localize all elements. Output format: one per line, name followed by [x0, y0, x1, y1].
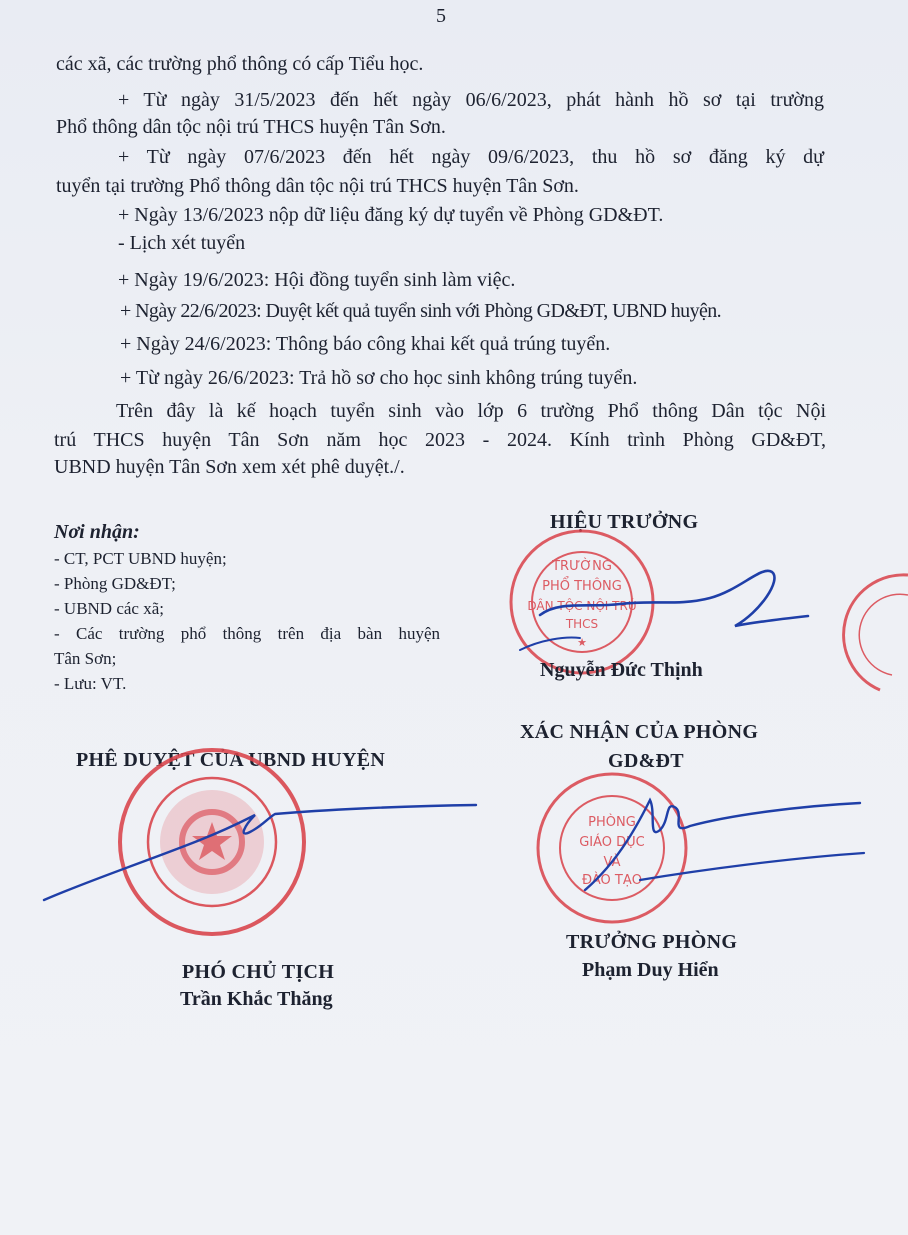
body-line: + Ngày 22/6/2023: Duyệt kết quả tuyển sinh với Phòng GD&ĐT, UBND huyện. [120, 300, 722, 322]
stamp-line: ĐÀO TẠO [582, 873, 642, 888]
stamp-line: PHỔ THÔNG [542, 579, 622, 594]
department-position: TRƯỞNG PHÒNG [566, 931, 738, 953]
district-approval-title: PHÊ DUYỆT CỦA UBND HUYỆN [76, 749, 386, 771]
stamp-line: PHÒNG [588, 815, 636, 830]
district-position: PHÓ CHỦ TỊCH [182, 961, 335, 983]
principal-title: HIỆU TRƯỞNG [550, 511, 699, 533]
body-line: + Từ ngày 07/6/2023 đến hết ngày 09/6/2023, thu hồ sơ đăng ký dự [118, 146, 824, 168]
recipient-item: - Lưu: VT. [54, 674, 127, 693]
stamp-line: THCS [565, 617, 599, 631]
body-line: + Ngày 19/6/2023: Hội đồng tuyển sinh làm việc. [118, 269, 516, 291]
district-stamp [120, 750, 304, 934]
stamp-line: VÀ [603, 855, 621, 870]
body-line: UBND huyện Tân Sơn xem xét phê duyệt./. [54, 456, 405, 478]
stamp-line: DÂN TỘC NỘI TRÚ [527, 599, 637, 613]
body-line: trú THCS huyện Tân Sơn năm học 2023 - 2024. Kính trình Phòng GD&ĐT, [54, 429, 826, 451]
recipient-item: - Phòng GD&ĐT; [54, 574, 176, 593]
stamp-line: GIÁO DỤC [579, 835, 645, 850]
body-line: tuyển tại trường Phổ thông dân tộc nội trú THCS huyện Tân Sơn. [56, 175, 579, 197]
svg-text:★: ★ [577, 637, 587, 649]
body-line: Trên đây là kế hoạch tuyển sinh vào lớp 6 trường Phổ thông Dân tộc Nội [116, 400, 826, 422]
body-line: + Ngày 13/6/2023 nộp dữ liệu đăng ký dự tuyển về Phòng GD&ĐT. [118, 204, 664, 226]
stamp-line: TRƯỜNG [552, 559, 612, 574]
department-stamp [538, 774, 686, 922]
body-line: - Lịch xét tuyển [118, 232, 246, 254]
department-title-line1: XÁC NHẬN CỦA PHÒNG [520, 721, 759, 743]
recipient-item: - CT, PCT UBND huyện; [54, 549, 227, 568]
department-title-line2: GD&ĐT [608, 750, 684, 772]
body-line: Phổ thông dân tộc nội trú THCS huyện Tân Sơn. [56, 116, 446, 138]
body-line: + Từ ngày 26/6/2023: Trả hồ sơ cho học sinh không trúng tuyển. [120, 367, 638, 389]
body-line: + Ngày 24/6/2023: Thông báo công khai kết quả trúng tuyển. [120, 333, 611, 355]
recipient-item: - Các trường phổ thông trên địa bàn huyện [54, 624, 440, 643]
recipients-title: Nơi nhận: [54, 521, 140, 543]
page-number: 5 [436, 5, 446, 27]
principal-name: Nguyễn Đức Thịnh [540, 659, 703, 681]
body-line: + Từ ngày 31/5/2023 đến hết ngày 06/6/2023, phát hành hồ sơ tại trường [118, 89, 824, 111]
recipient-item: - UBND các xã; [54, 599, 164, 618]
department-name: Phạm Duy Hiển [582, 959, 719, 981]
recipient-item: Tân Sơn; [54, 649, 117, 668]
district-name: Trần Khắc Thăng [180, 988, 333, 1010]
body-line: các xã, các trường phổ thông có cấp Tiểu học. [56, 53, 424, 75]
